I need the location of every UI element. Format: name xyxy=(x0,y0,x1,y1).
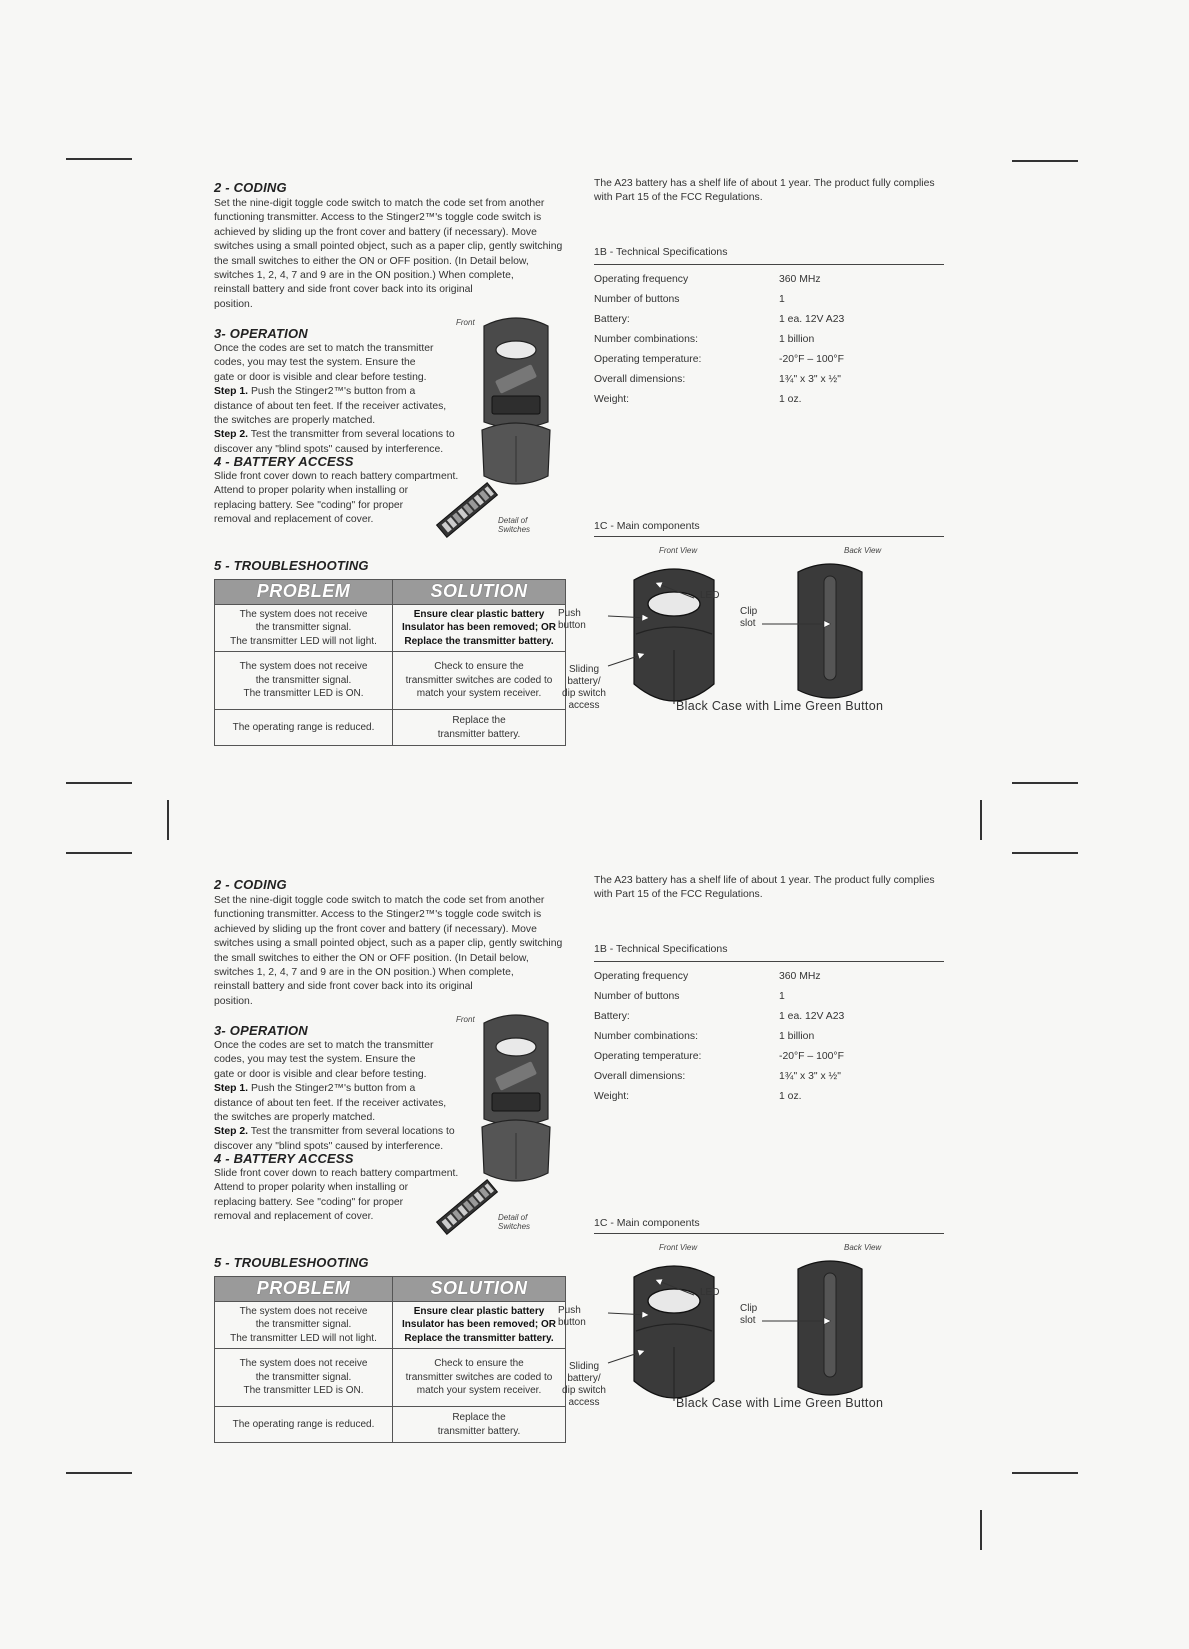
troubleshooting-table xyxy=(214,579,566,746)
problem-cell: The operating range is reduced. xyxy=(215,710,393,746)
step1-label: Step 1. xyxy=(214,386,249,398)
operation-title: 3- OPERATION xyxy=(214,1023,308,1038)
product-caption: Black Case with Lime Green Button xyxy=(676,1396,884,1410)
intro-line: The A23 battery has a shelf life of about 1 year. The product fully complies xyxy=(594,178,935,189)
led-label: LED xyxy=(700,1287,720,1298)
components-title: 1C - Main components xyxy=(594,520,700,532)
operation-text xyxy=(214,342,464,457)
front-view-label: Front View xyxy=(659,546,698,555)
callout-arrows xyxy=(594,877,944,1437)
problem-cell: The system does not receive the transmitter signal. The transmitter LED will not light. xyxy=(215,605,393,652)
coding-line: the small switches to either the ON or OFF position. (In Detail below, xyxy=(214,255,529,267)
operation-line: Once the codes are set to match the transmitter xyxy=(214,343,434,354)
crop-mark xyxy=(1012,160,1078,162)
push-button-label: Push button xyxy=(558,608,586,631)
solution-cell: Replace the transmitter battery. xyxy=(393,710,566,746)
product-caption: Black Case with Lime Green Button xyxy=(676,699,884,713)
coding-line: achieved by sliding up the front cover and battery (if necessary). Move xyxy=(214,923,537,935)
solution-header: SOLUTION xyxy=(393,1277,566,1302)
sliding-access-label: Sliding battery/ dip switch access xyxy=(562,1361,606,1408)
coding-title: 2 - CODING xyxy=(214,877,287,892)
front-label: Front xyxy=(456,1015,475,1024)
specs-title: 1B - Technical Specifications xyxy=(594,246,728,258)
battery-line: removal and replacement of cover. xyxy=(214,514,374,526)
intro-line: The A23 battery has a shelf life of about 1 year. The product fully complies xyxy=(594,875,935,886)
dip-switch-detail-illustration xyxy=(432,480,502,540)
operation-line: codes, you may test the system. Ensure the xyxy=(214,357,416,369)
operation-line: Once the codes are set to match the transmitter xyxy=(214,1040,434,1051)
step1-label: Step 1. xyxy=(214,1083,249,1095)
table-row xyxy=(215,1349,566,1407)
coding-line: reinstall battery and side front cover back into its original xyxy=(214,284,473,296)
battery-title: 4 - BATTERY ACCESS xyxy=(214,454,354,469)
led-label: LED xyxy=(700,590,720,601)
coding-line: position. xyxy=(214,298,253,310)
coding-line: functioning transmitter. Access to the Stinger2™'s toggle code switch is xyxy=(214,212,542,224)
front-label: Front xyxy=(456,318,475,327)
problem-cell: The operating range is reduced. xyxy=(215,1407,393,1443)
push-button-label: Push button xyxy=(558,1305,586,1328)
step2-line: discover any "blind spots" caused by interference. xyxy=(214,1140,444,1152)
intro-line: with Part 15 of the FCC Regulations. xyxy=(594,889,763,901)
solution-cell: Ensure clear plastic battery Insulator has been removed; OR Replace the transmitter battery. xyxy=(393,1302,566,1349)
coding-line: achieved by sliding up the front cover and battery (if necessary). Move xyxy=(214,226,537,238)
coding-line: switches 1, 2, 4, 7 and 9 are in the ON position.) When complete, xyxy=(214,967,514,979)
table-row xyxy=(215,1407,566,1443)
coding-line: Set the nine-digit toggle code switch to match the code set from another xyxy=(214,198,545,209)
step2-line: Test the transmitter from several locations to xyxy=(250,429,455,441)
coding-line: switches using a small pointed object, such as a paper clip, gently switching xyxy=(214,241,563,253)
operation-line: gate or door is visible and clear before testing. xyxy=(214,371,427,383)
problem-header: PROBLEM xyxy=(215,580,393,605)
back-view-label: Back View xyxy=(844,546,882,555)
operation-line: codes, you may test the system. Ensure the xyxy=(214,1054,416,1066)
problem-cell: The system does not receive the transmitter signal. The transmitter LED will not light. xyxy=(215,1302,393,1349)
leaflet-copy-bottom: 2 - CODING Set the nine-digit toggle code switch to match the code set from another functioning transmitter. Access to the Stinger2™'s toggle code switch is achieved by sliding up the front cover and battery (if necessary). Move switches using a small pointed object, such as a paper clip, gently switching the small switches to either the ON or OFF position. (In Detail below, switches 1, 2, 4, 7 and 9 are in the ON position.) When complete, reinstall battery and side front cover back into its original position. 3- OPERATION Once the codes are set to match the transmitter codes, you may test the system. Ensure the gate or door is visible and clear before testing. Step 1. Push the Stinger2™'s button from a distance of about ten feet. If the receiver activates, the switches are properly matched. Step 2. Test the transmitter from several locations to discover any "blind spots" caused by interference. Front 4 - BATTERY ACCESS Slide front cover down to reach battery compartment. Attend to proper polarity when installing or replacing battery. See "coding" for proper removal and replacement of cover. Detail of Switches 5 - TROUBLESHOOTING PROBLEM SOLUTION The system does not receive the transmitter signal. The transmitter LED will not light. Ensure clear plastic battery Insulator has been removed; OR Replace the transmitter battery. The system does not receive the transmitter signal. The transmitter LED is ON. Check to ensure the transmitter switches are coded to match your system receiver. The operating range is reduced. Replace the transmitter battery. The A23 battery has a shelf life of about 1 year. The product fully complies with Part 15 of the FCC Regulations. 1B - Technical Specifications Operating frequency 360 MHz Number of buttons 1 Battery: 1 ea. 12V A23 Number combinations: 1 billion Operating temperature: -20°F – 100°F Overall dimensions: 1¾" x 3" x ½" Weight: 1 oz. 1C - Main components Front View Back View LED Push button Clip slot Sliding battery/ dip switch access Black Case with Lime Green Button xyxy=(0,877,1189,1577)
leaflet-copy-top: 2 - CODING Set the nine-digit toggle code switch to match the code set from another functioning transmitter. Access to the Stinger2™'s toggle code switch is achieved by sliding up the front cover and battery (if necessary). Move switches using a small pointed object, such as a paper clip, gently switching the small switches to either the ON or OFF position. (In Detail below, switches 1, 2, 4, 7 and 9 are in the ON position.) When complete, reinstall battery and side front cover back into its original position. 3- OPERATION Once the codes are set to match the transmitter codes, you may test the system. Ensure the gate or door is visible and clear before testing. Step 1. Push the Stinger2™'s button from a distance of about ten feet. If the receiver activates, the switches are properly matched. Step 2. Test the transmitter from several locations to discover any "blind spots" caused by interference. Front 4 - BATTERY ACCESS Slide front cover down to reach battery compartment. Attend to proper polarity when installing or replacing battery. See "coding" for proper removal and replacement of cover. Detail of Switches 5 - TROUBLESHOOTING PROBLEM SOLUTION The system does not receive the transmitter signal. The transmitter LED will not light. Ensure clear plastic battery Insulator has been removed; OR Replace the transmitter battery. The system does not receive the transmitter signal. The transmitter LED is ON. Check to ensure the transmitter switches are coded to match your system receiver. The operating range is reduced. Replace the transmitter battery. The A23 battery has a shelf life of about 1 year. The product fully complies with Part 15 of the FCC Regulations. 1B - Technical Specifications Operating frequency 360 MHz Number of buttons 1 Battery: 1 ea. 12V A23 Number combinations: 1 billion Operating temperature: -20°F – 100°F Overall dimensions: 1¾" x 3" x ½" Weight: 1 oz. 1C - Main components Front View Back View LED Push button Clip slot Sliding battery/ dip switch access Black Case with Lime Green Button xyxy=(0,180,1189,880)
coding-line: position. xyxy=(214,995,253,1007)
troubleshooting-title: 5 - TROUBLESHOOTING xyxy=(214,558,369,573)
coding-text xyxy=(214,197,564,312)
table-row xyxy=(215,605,566,652)
step2-label: Step 2. xyxy=(214,429,249,441)
table-row xyxy=(215,710,566,746)
step2-line: discover any "blind spots" caused by interference. xyxy=(214,443,444,455)
table-row xyxy=(215,1302,566,1349)
front-view-label: Front View xyxy=(659,1243,698,1252)
detail-label: Detail of Switches xyxy=(498,516,531,534)
step1-line: distance of about ten feet. If the receiver activates, xyxy=(214,1097,447,1109)
solution-cell: Check to ensure the transmitter switches are coded to match your system receiver. xyxy=(393,652,566,710)
coding-text xyxy=(214,894,564,1009)
battery-line: Slide front cover down to reach battery compartment. xyxy=(214,1168,459,1179)
step1-line: the switches are properly matched. xyxy=(214,415,376,427)
sliding-access-label: Sliding battery/ dip switch access xyxy=(562,664,606,711)
callout-arrows xyxy=(594,180,944,740)
problem-header: PROBLEM xyxy=(215,1277,393,1302)
battery-line: replacing battery. See "coding" for proper xyxy=(214,499,404,511)
problem-cell: The system does not receive the transmitter signal. The transmitter LED is ON. xyxy=(215,1349,393,1407)
troubleshooting-title: 5 - TROUBLESHOOTING xyxy=(214,1255,369,1270)
troubleshooting-table xyxy=(214,1276,566,1443)
coding-line: Set the nine-digit toggle code switch to match the code set from another xyxy=(214,895,545,906)
step1-line: Push the Stinger2™'s button from a xyxy=(250,1083,416,1095)
clip-slot-label: Clip slot xyxy=(740,606,758,629)
battery-title: 4 - BATTERY ACCESS xyxy=(214,1151,354,1166)
step1-line: the switches are properly matched. xyxy=(214,1112,376,1124)
back-view-label: Back View xyxy=(844,1243,882,1252)
remote-front-illustration xyxy=(476,310,556,490)
problem-cell: The system does not receive the transmitter signal. The transmitter LED is ON. xyxy=(215,652,393,710)
battery-line: removal and replacement of cover. xyxy=(214,1211,374,1223)
operation-title: 3- OPERATION xyxy=(214,326,308,341)
battery-line: Slide front cover down to reach battery compartment. xyxy=(214,471,459,482)
solution-cell: Replace the transmitter battery. xyxy=(393,1407,566,1443)
coding-line: reinstall battery and side front cover back into its original xyxy=(214,981,473,993)
remote-front-illustration xyxy=(476,1007,556,1187)
coding-line: the small switches to either the ON or OFF position. (In Detail below, xyxy=(214,952,529,964)
intro-line: with Part 15 of the FCC Regulations. xyxy=(594,192,763,204)
specs-title: 1B - Technical Specifications xyxy=(594,943,728,955)
coding-title: 2 - CODING xyxy=(214,180,287,195)
battery-line: replacing battery. See "coding" for proper xyxy=(214,1196,404,1208)
step2-label: Step 2. xyxy=(214,1126,249,1138)
battery-line: Attend to proper polarity when installing or xyxy=(214,485,409,497)
operation-line: gate or door is visible and clear before testing. xyxy=(214,1068,427,1080)
clip-slot-label: Clip slot xyxy=(740,1303,758,1326)
components-title: 1C - Main components xyxy=(594,1217,700,1229)
solution-header: SOLUTION xyxy=(393,580,566,605)
solution-cell: Ensure clear plastic battery Insulator has been removed; OR Replace the transmitter battery. xyxy=(393,605,566,652)
step2-line: Test the transmitter from several locations to xyxy=(250,1126,455,1138)
step1-line: Push the Stinger2™'s button from a xyxy=(250,386,416,398)
dip-switch-detail-illustration xyxy=(432,1177,502,1237)
table-row xyxy=(215,652,566,710)
coding-line: switches using a small pointed object, such as a paper clip, gently switching xyxy=(214,938,563,950)
coding-line: switches 1, 2, 4, 7 and 9 are in the ON position.) When complete, xyxy=(214,270,514,282)
coding-line: functioning transmitter. Access to the Stinger2™'s toggle code switch is xyxy=(214,909,542,921)
crop-mark xyxy=(66,158,132,160)
solution-cell: Check to ensure the transmitter switches are coded to match your system receiver. xyxy=(393,1349,566,1407)
battery-line: Attend to proper polarity when installing or xyxy=(214,1182,409,1194)
operation-text xyxy=(214,1039,464,1154)
detail-label: Detail of Switches xyxy=(498,1213,531,1231)
step1-line: distance of about ten feet. If the receiver activates, xyxy=(214,400,447,412)
